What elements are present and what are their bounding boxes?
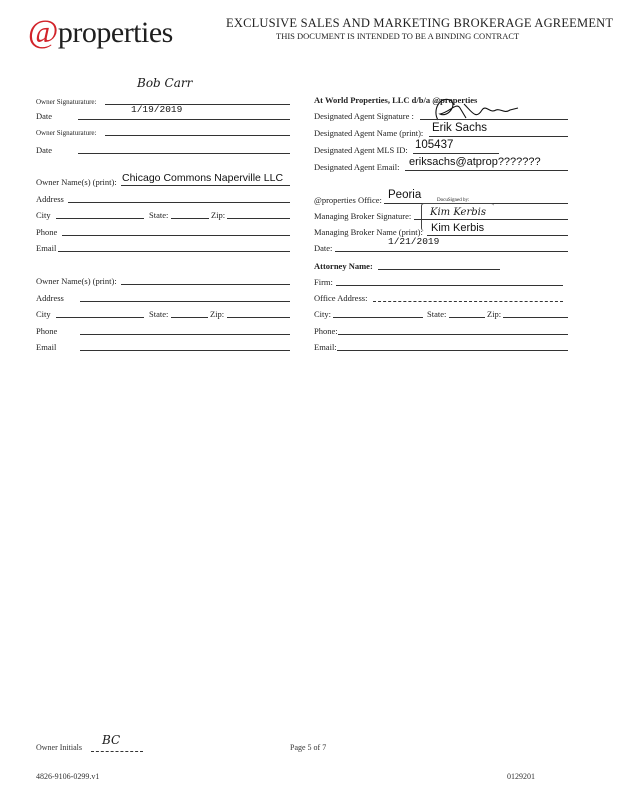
- broker-date-label: Date:: [314, 243, 333, 253]
- document-id: 4826-9106-0299.v1: [36, 772, 100, 781]
- attorney-state-label: State:: [427, 309, 447, 319]
- attorney-email-label: Email:: [314, 342, 337, 352]
- broker-handwritten-signature: Kim Kerbis: [430, 207, 486, 218]
- owner-2-zip-line[interactable]: [227, 317, 290, 318]
- document-title: EXCLUSIVE SALES AND MARKETING BROKERAGE AGREEMENT: [226, 16, 614, 30]
- broker-name-line[interactable]: [427, 235, 568, 236]
- agent-mls-label: Designated Agent MLS ID:: [314, 145, 408, 155]
- attorney-office-label: Office Address:: [314, 293, 368, 303]
- broker-name-value: Kim Kerbis: [431, 222, 485, 234]
- date-2-label: Date: [36, 145, 53, 155]
- agent-name-label: Designated Agent Name (print):: [314, 128, 424, 138]
- properties-logo: [28, 14, 173, 51]
- broker-date-value: 1/21/2019: [388, 236, 440, 247]
- date-label: Date: [36, 111, 53, 121]
- broker-name-label: Managing Broker Name (print):: [314, 227, 423, 237]
- state-label: State:: [149, 210, 169, 220]
- owner-2-state-label: State:: [149, 309, 169, 319]
- agent-email-label: Designated Agent Email:: [314, 162, 400, 172]
- agent-email-value: eriksachs@atprop???????: [409, 156, 541, 168]
- broker-signature-line[interactable]: [414, 219, 568, 220]
- attorney-city-label: City:: [314, 309, 332, 319]
- agent-signature-label: Designated Agent Signature :: [314, 111, 414, 121]
- owner-name-label: Owner Name(s) (print):: [36, 177, 117, 187]
- agent-handwritten-signature: [430, 92, 522, 126]
- attorney-phone-label: Phone:: [314, 326, 338, 336]
- office-label: @properties Office:: [314, 195, 382, 205]
- owner-initials-line[interactable]: [91, 751, 143, 752]
- owner-2-phone-line[interactable]: [80, 334, 290, 335]
- owner-handwritten-signature: Bob Carr: [137, 76, 193, 90]
- broker-date-line[interactable]: [335, 251, 568, 252]
- attorney-name-line[interactable]: [378, 269, 500, 270]
- agent-email-line[interactable]: [405, 170, 568, 171]
- owner-2-email-label: Email: [36, 342, 57, 352]
- owner-2-address-line[interactable]: [80, 301, 290, 302]
- owner-signature-label: Owner Signaturature:: [36, 98, 97, 106]
- owner-2-address-label: Address: [36, 293, 64, 303]
- attorney-firm-label: Firm:: [314, 277, 333, 287]
- owner-signature-2-line[interactable]: [105, 135, 290, 136]
- owner-2-phone-label: Phone: [36, 326, 58, 336]
- phone-line[interactable]: [62, 235, 290, 236]
- owner-initials-handwritten: BC: [102, 733, 121, 747]
- owner-signature-2-label: Owner Signaturature:: [36, 129, 97, 137]
- logo-text: properties: [57, 16, 173, 49]
- office-value: Peoria: [388, 189, 422, 201]
- agent-mls-value: 105437: [415, 139, 454, 151]
- owner-2-zip-label: Zip:: [210, 309, 225, 319]
- zip-label: Zip:: [211, 210, 226, 220]
- document-number: 0129201: [507, 772, 535, 781]
- attorney-email-line[interactable]: [337, 350, 568, 351]
- owner-2-state-line[interactable]: [171, 317, 208, 318]
- owner-name-line[interactable]: [121, 185, 290, 186]
- owner-2-city-label: City: [36, 309, 51, 319]
- brokerage-company-label: At World Properties, LLC d/b/a @properties: [314, 95, 478, 105]
- document-subtitle: THIS DOCUMENT IS INTENDED TO BE A BINDING CONTRACT: [276, 31, 520, 41]
- address-label: Address: [36, 194, 64, 204]
- attorney-office-line[interactable]: [373, 301, 563, 302]
- owner-2-city-line[interactable]: [56, 317, 144, 318]
- zip-line[interactable]: [227, 218, 290, 219]
- agent-signature-line[interactable]: [420, 119, 568, 120]
- attorney-name-label: Attorney Name:: [314, 261, 373, 271]
- docusign-label: DocuSigned by:: [437, 198, 470, 203]
- agent-name-line[interactable]: [429, 136, 568, 137]
- owner-2-email-line[interactable]: [80, 350, 290, 351]
- attorney-zip-label: Zip:: [487, 309, 502, 319]
- owner-initials-label: Owner Initials: [36, 743, 82, 752]
- attorney-firm-line[interactable]: [336, 285, 563, 286]
- owner-name-value: Chicago Commons Naperville LLC: [122, 172, 284, 184]
- city-line[interactable]: [56, 218, 144, 219]
- email-line[interactable]: [58, 251, 290, 252]
- agent-name-value: Erik Sachs: [432, 122, 487, 134]
- page-number: Page 5 of 7: [290, 743, 327, 752]
- owner-2-name-label: Owner Name(s) (print):: [36, 276, 117, 286]
- broker-signature-label: Managing Broker Signature:: [314, 211, 412, 221]
- owner-2-name-line[interactable]: [121, 284, 290, 285]
- state-line[interactable]: [171, 218, 209, 219]
- city-label: City: [36, 210, 51, 220]
- attorney-zip-line[interactable]: [503, 317, 568, 318]
- attorney-phone-line[interactable]: [338, 334, 568, 335]
- attorney-city-line[interactable]: [333, 317, 423, 318]
- attorney-state-line[interactable]: [449, 317, 485, 318]
- logo-at-symbol: @: [28, 14, 58, 50]
- phone-label: Phone: [36, 227, 58, 237]
- email-label: Email: [36, 243, 57, 253]
- agent-mls-line[interactable]: [413, 153, 499, 154]
- date-2-line[interactable]: [78, 153, 290, 154]
- date-line[interactable]: [78, 119, 290, 120]
- owner-signature-date: 1/19/2019: [131, 104, 183, 115]
- address-line[interactable]: [68, 202, 290, 203]
